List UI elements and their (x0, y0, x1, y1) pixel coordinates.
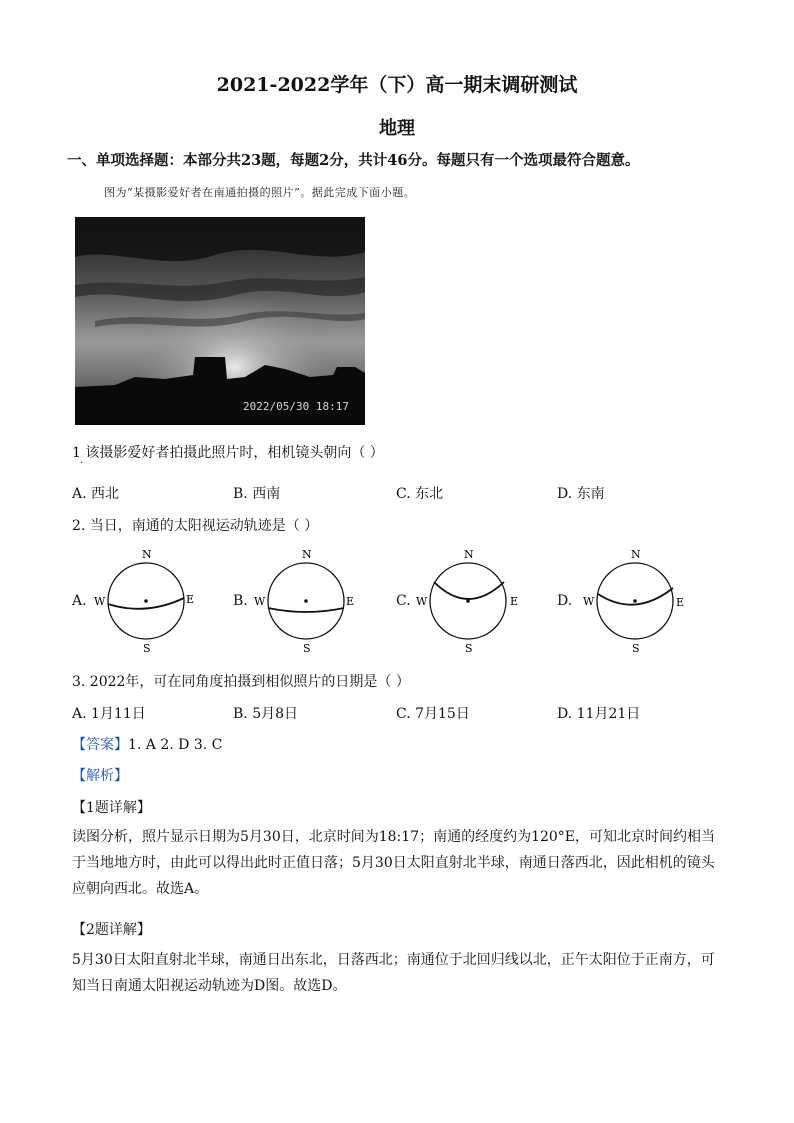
q3-option-d: D. 11月21日 (557, 706, 641, 722)
analysis-heading: 【解析】 (72, 768, 128, 784)
east-label: E (346, 595, 355, 608)
q1-option-c: C. 东北 (396, 486, 444, 502)
west-label: W (583, 595, 595, 608)
detail-1-heading: 【1题详解】 (72, 800, 151, 816)
detail-2-heading: 【2题详解】 (72, 922, 151, 938)
detail-1-text: 读图分析，照片显示日期为5月30日，北京时间为18:17；南通的经度约为120°E，可知北京时间约相当于当地地方时，由此可以得出此时正值日落；5月30日太阳直射北半球，南通日落西北，因此相机的镜头应朝向西北。故选A。 (72, 829, 716, 897)
q3-option-b: B. 5月8日 (233, 706, 299, 722)
subject-title: 地理 (379, 118, 415, 139)
intro-text: 图为“某摄影爱好者在南通拍摄的照片”。据此完成下面小题。 (104, 186, 416, 199)
north-label: N (464, 548, 474, 561)
south-label: S (143, 642, 151, 655)
q3-option-a: A. 1月11日 (72, 706, 146, 722)
analysis-tag: 解析 (86, 768, 114, 784)
q1-option-d: D. 东南 (557, 486, 605, 502)
question-2: 2. 当日，南通的太阳视运动轨迹是（ ） (72, 518, 319, 534)
q1-option-a: A. 西北 (72, 486, 120, 502)
photo-timestamp: 2022/05/30 18:17 (243, 400, 349, 413)
answer-line: 【答案】1. A 2. D 3. C (72, 737, 223, 753)
sunset-photo (75, 217, 365, 425)
north-label: N (302, 548, 312, 561)
detail-1-tag: 1题详解 (86, 800, 137, 816)
q2-option-a: A. (72, 593, 87, 609)
sun-path-diagram-a (92, 546, 200, 656)
q1-option-b: B. 西南 (233, 486, 281, 502)
exam-title: 2021-2022学年（下）高一期末调研测试 (216, 74, 578, 96)
question-1: 1 该摄影爱好者拍摄此照片时，相机镜头朝向（ ） (72, 445, 384, 461)
q2-option-d: D. (557, 593, 573, 609)
south-label: S (303, 642, 311, 655)
sun-path-diagram-b (252, 546, 360, 656)
q2-option-c: C. (396, 593, 411, 609)
south-label: S (465, 642, 473, 655)
answer-tag: 答案 (86, 737, 114, 753)
section-heading: 一、单项选择题：本部分共23题，每题2分，共计46分。每题只有一个选项最符合题意。 (67, 152, 640, 169)
sun-path-diagram-c (414, 546, 522, 656)
east-label: E (676, 596, 685, 609)
q3-option-c: C. 7月15日 (396, 706, 470, 722)
detail-2-text: 5月30日太阳直射北半球，南通日出东北，日落西北；南通位于北回归线以北，正午太阳位于正南方，可知当日南通太阳视运动轨迹为D图。故选D。 (72, 952, 715, 994)
north-label: N (142, 548, 152, 561)
west-label: W (416, 595, 428, 608)
question-3: 3. 2022年，可在同角度拍摄到相似照片的日期是（ ） (72, 674, 410, 690)
detail-2-tag: 2题详解 (86, 922, 137, 938)
q2-option-b: B. (233, 593, 248, 609)
east-label: E (510, 595, 519, 608)
north-label: N (631, 548, 641, 561)
stray-mark: · (80, 458, 84, 469)
answer-text: 1. A 2. D 3. C (128, 737, 223, 753)
south-label: S (632, 642, 640, 655)
west-label: W (94, 595, 106, 608)
east-label: E (186, 593, 195, 606)
west-label: W (254, 595, 266, 608)
sun-path-diagram-d (581, 546, 689, 656)
